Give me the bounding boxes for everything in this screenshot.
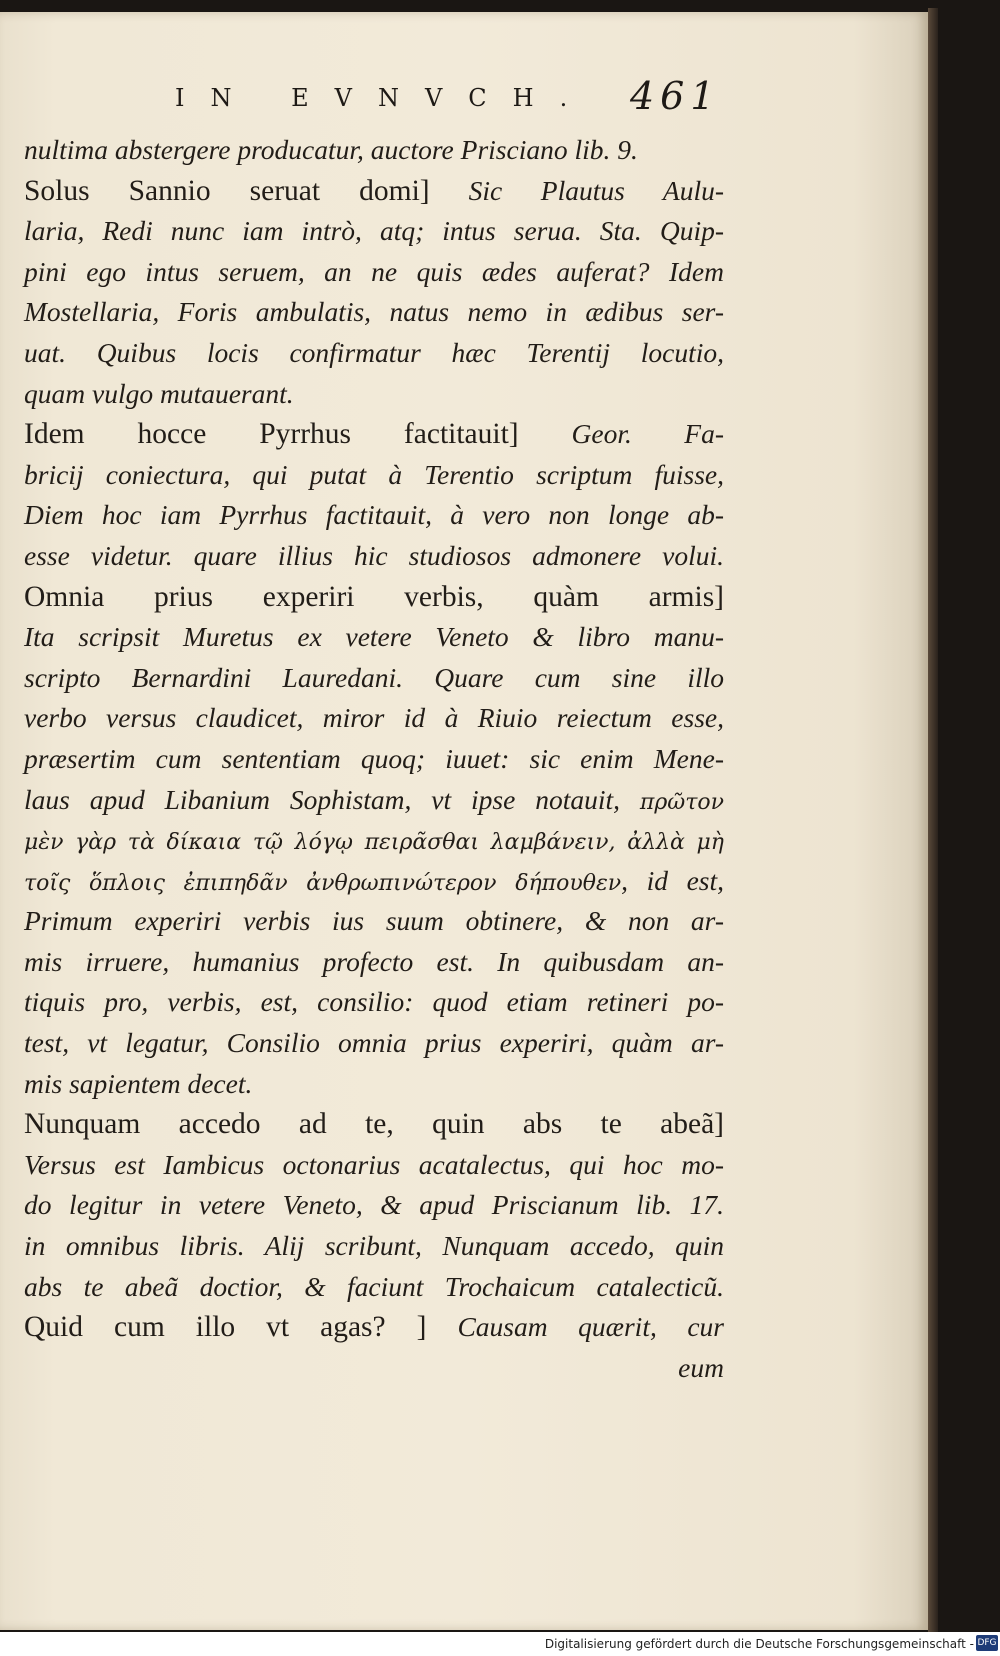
text-line [24,414,724,455]
commentary-segment: tiquis pro, verbis, est, consilio: quod etiam retineri po- [24,986,724,1018]
text-line [24,861,724,902]
commentary-segment: Primum experiri verbis ius suum obtinere, & non ar- [24,905,724,937]
commentary-segment: mis sapientem decet. [24,1067,253,1099]
commentary-segment: nultima abstergere producatur, auctore Prisciano lib. 9. [24,134,638,165]
text-line [24,1307,724,1348]
text-line [24,780,724,821]
commentary-segment: in omnibus libris. Alij scribunt, Nunquam accedo, quin [24,1230,724,1262]
text-line [24,1267,724,1308]
text-line [24,942,724,983]
paper-page [0,12,928,1630]
lemma-heading: Nunquam accedo ad te, quin abs te abeã] [24,1108,724,1141]
commentary-segment: Geor. Fa- [571,418,724,450]
commentary-segment: do legitur in vetere Veneto, & apud Priscianum lib. 17. [24,1189,724,1221]
text-line [24,658,724,699]
text-line [24,698,724,739]
commentary-segment: bricij coniectura, qui putat à Terentio scriptum fuisse, [24,458,724,490]
text-line [24,333,724,374]
commentary-segment: Ita scripsit Muretus ex vetere Veneto & libro manu- [24,621,724,653]
text-line [24,252,724,293]
commentary-segment: mis irruere, humanius profecto est. In quibusdam an- [24,945,724,977]
commentary-segment: Mostellaria, Foris ambulatis, natus nemo in ædibus ser- [24,296,724,328]
commentary-segment: verbo versus claudicet, miror id à Riuio reiectum esse, [24,702,724,734]
greek-quotation: τοῖς ὅπλοις ἐπιπηδᾶν ἀνθρωπινώτερον δήπουθεν [24,870,622,896]
dfg-logo: DFG [976,1635,998,1651]
commentary-segment: laria, Redi nunc iam intrò, atq; intus serua. Sta. Quip- [24,215,724,247]
commentary-segment: esse videtur. quare illius hic studiosos admonere volui. [24,539,724,571]
commentary-segment: Causam quærit, cur [457,1311,724,1343]
text-line [24,1145,724,1186]
text-line [24,901,724,942]
commentary-segment: uat. Quibus locis confirmatur hæc Terentij locutio, [24,336,724,368]
commentary-segment: pini ego intus seruem, an ne quis ædes auferat? Idem [24,255,724,287]
text-line [24,130,724,171]
text-line [24,617,724,658]
text-line [24,739,724,780]
commentary-segment: scripto Bernardini Lauredani. Quare cum sine illo [24,661,724,693]
text-line [24,1226,724,1267]
lemma-heading: Omnia prius experiri verbis, quàm armis] [24,580,724,613]
commentary-segment: eum [678,1351,724,1383]
commentary-text [24,130,724,1388]
page-number: 461 [630,74,721,118]
lemma-heading: Quid cum illo vt agas? ] [24,1311,458,1344]
text-line [24,455,724,496]
commentary-segment: abs te abeã doctior, & faciunt Trochaicum catalecticũ. [24,1270,724,1302]
text-line [24,1104,724,1145]
greek-quotation: μὲν γὰρ τὰ δίκαια τῷ λόγῳ πειρᾶσθαι λαμβάνειν, ἀλλὰ μὴ [24,830,724,856]
text-line [24,211,724,252]
commentary-segment: Sic Plautus Aulu- [468,174,724,206]
text-line [24,1185,724,1226]
text-line [24,536,724,577]
commentary-segment: , id est, [621,864,724,896]
text-line [24,982,724,1023]
commentary-segment: Diem hoc iam Pyrrhus factitauit, à vero non longe ab- [24,499,724,531]
funding-credit: Digitalisierung gefördert durch die Deutsche Forschungsgemeinschaft - [544,1637,974,1651]
text-line [24,577,724,618]
text-line [24,171,724,212]
text-line [24,1064,724,1105]
greek-quotation: πρῶτον [639,789,724,815]
text-line [24,495,724,536]
commentary-segment: test, vt legatur, Consilio omnia prius experiri, quàm ar- [24,1027,724,1059]
text-line [24,292,724,333]
text-line [24,1023,724,1064]
digitization-footer [0,1632,1000,1656]
running-title: IN EVNVCH. [175,84,594,112]
page-edge-shadow [928,8,938,1634]
commentary-segment: præsertim cum sententiam quoq; iuuet: sic enim Mene- [24,742,724,774]
text-line [24,820,724,861]
lemma-heading: Idem hocce Pyrrhus factitauit] [24,418,572,451]
lemma-heading: Solus Sannio seruat domi] [24,174,469,207]
text-line [24,1348,724,1389]
commentary-segment: Versus est Iambicus octonarius acatalectus, qui hoc mo- [24,1148,724,1180]
commentary-segment: laus apud Libanium Sophistam, vt ipse notauit, [24,783,640,815]
text-line [24,374,724,415]
commentary-segment: quam vulgo mutauerant. [24,377,294,409]
